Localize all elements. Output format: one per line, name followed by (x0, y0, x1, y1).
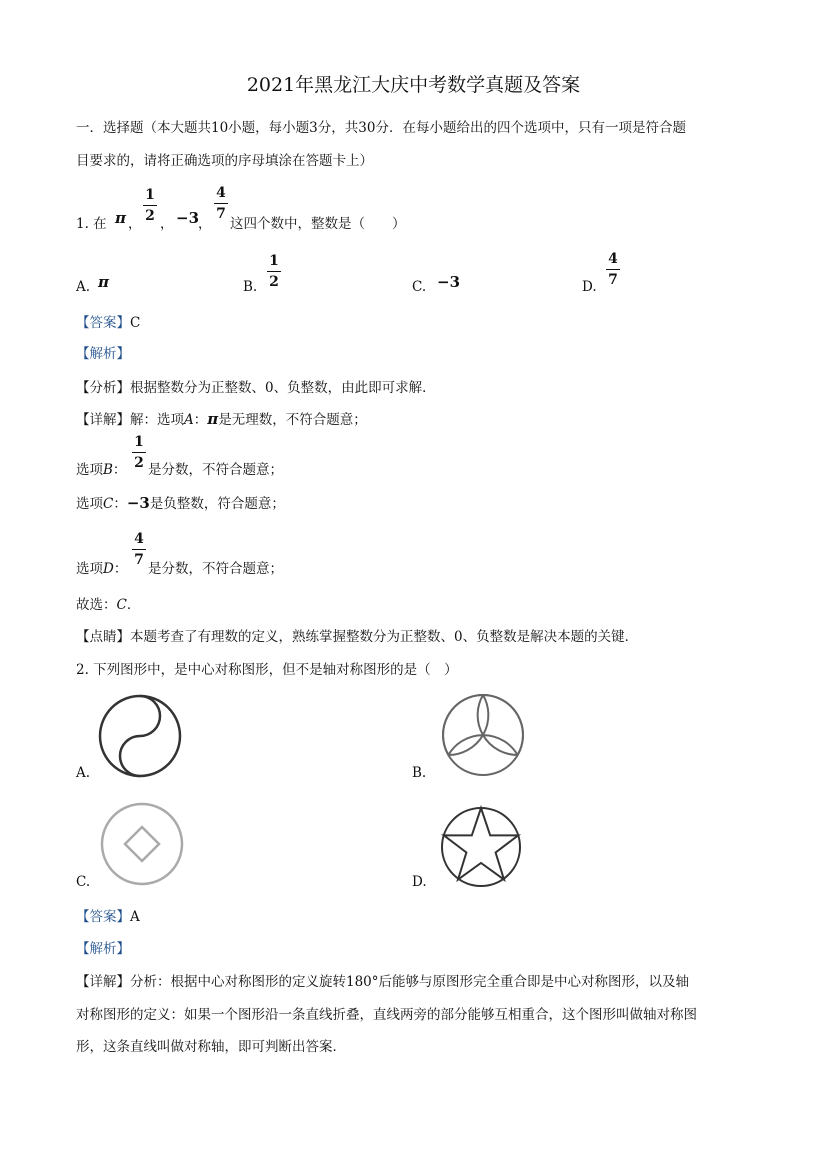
q1-opt-c-row (76, 492, 285, 512)
figure-c-diamond-circle-icon (98, 800, 186, 888)
q2-detail-line1: 【详解】分析：根据中心对称图形的定义旋转180°后能够与原图形完全重合即是中心对称图形，以及轴 (76, 974, 690, 990)
q1-frac1-den: 2 (145, 208, 155, 224)
q1-opt-d-prefix: 选项 (76, 561, 103, 577)
q1-neg3: −3 (176, 209, 200, 227)
q1-opt-b-colon: ： (112, 462, 127, 478)
figure-d-star-circle-icon (438, 804, 524, 890)
q1-fraction-1-2 (143, 187, 157, 224)
q2-analysis-tag: 【解析】 (76, 941, 130, 957)
q1-option-b-fraction (267, 253, 281, 290)
q1-opt-b-row (76, 458, 126, 478)
q1-fenxi: 【分析】根据整数分为正整数、0、负整数，由此即可求解． (76, 380, 436, 396)
q1-option-d-den: 7 (608, 272, 618, 288)
section-heading-line1: 一．选择题（本大题共10小题，每小题3分，共30分．在每小题给出的四个选项中，只有一项是符合题 (76, 120, 686, 136)
page-title: 2021年黑龙江大庆中考数学真题及答案 (246, 74, 581, 96)
q1-option-d-fraction (606, 251, 620, 288)
q1-xiangjie-letter: A (184, 412, 194, 428)
q1-option-a-label: A. (76, 279, 91, 295)
q1-opt-b-text: 是分数，不符合题意； (148, 462, 283, 478)
q2-answer-tag: 【答案】 (76, 909, 130, 925)
q1-opt-d-text: 是分数，不符合题意； (148, 561, 283, 577)
q1-option-a-value: π (98, 273, 109, 291)
q1-opt-d-row (76, 557, 127, 577)
q1-analysis-tag: 【解析】 (76, 346, 130, 362)
q1-option-b-label: B. (243, 279, 258, 295)
q1-option-b-num: 1 (269, 253, 279, 269)
q1-opt-b-prefix: 选项 (76, 462, 103, 478)
q1-answer-row (76, 311, 140, 331)
q1-option-b-den: 2 (269, 274, 279, 290)
figure-a-yin-yang-icon (96, 692, 184, 780)
q1-opt-d-den: 7 (134, 552, 144, 568)
q1-opt-c-text: 是负整数，符合题意； (149, 496, 285, 512)
q1-opt-b-num: 1 (134, 434, 144, 450)
q1-option-d-num: 4 (608, 251, 618, 267)
q1-opt-b-letter: B (103, 462, 113, 478)
q1-opt-c-colon: ： (113, 496, 127, 512)
q1-frac1-num: 1 (145, 187, 155, 203)
q1-opt-d-num: 4 (134, 531, 144, 547)
q1-suffix: 这四个数中，整数是（ ） (230, 216, 406, 232)
q2-label-c: C. (76, 874, 91, 890)
q2-label-d: D. (412, 874, 427, 890)
q1-xiangjie-pi: π (207, 410, 219, 428)
q1-prefix: 1. 在 (76, 216, 107, 232)
q1-xiangjie-prefix: 【详解】解：选项 (76, 412, 184, 428)
q1-xiangjie-row (76, 408, 367, 428)
q1-pi: π (115, 209, 126, 227)
q1-frac2-den: 7 (216, 206, 226, 222)
q1-opt-c-letter: C (103, 496, 114, 512)
q2-label-b: B. (412, 765, 427, 781)
q1-fraction-4-7 (214, 185, 228, 222)
q1-guxuan (76, 593, 140, 613)
q2-label-a: A. (76, 765, 91, 781)
q2-detail-line3: 形，这条直线叫做对称轴，即可判断出答案． (76, 1039, 346, 1055)
q1-xiangjie-text: 是无理数，不符合题意； (218, 412, 367, 428)
q1-opt-c-value: −3 (126, 494, 150, 512)
q1-answer-tag: 【答案】 (76, 315, 130, 331)
q2-answer-row (76, 905, 140, 925)
q2-stem: 2. 下列图形中，是中心对称图形，但不是轴对称图形的是（ ） (76, 662, 458, 678)
q2-detail-line2: 对称图形的定义：如果一个图形沿一条直线折叠，直线两旁的部分能够互相重合，这个图形叫做轴对称图 (76, 1007, 697, 1023)
q1-sep3: ， (198, 216, 212, 232)
q1-opt-b-fraction (132, 434, 146, 471)
q1-guxuan-end: ． (126, 597, 141, 613)
q1-dianjing: 【点睛】本题考查了有理数的定义，熟练掌握整数分为正整数、0、负整数是解决本题的关键． (76, 629, 639, 645)
q1-guxuan-label: 故选： (76, 597, 117, 613)
q1-xiangjie-colon: ： (193, 412, 208, 428)
q1-answer-value: C (130, 315, 141, 331)
q1-sep2: ， (160, 216, 174, 232)
q1-option-c-label: C. (412, 279, 427, 295)
q1-opt-d-letter: D (103, 561, 114, 577)
q1-opt-c-prefix: 选项 (76, 496, 103, 512)
q2-answer-value: A (130, 909, 140, 925)
q1-opt-b-den: 2 (134, 455, 144, 471)
q1-frac2-num: 4 (216, 185, 226, 201)
q1-sep1: ， (128, 216, 142, 232)
figure-b-three-arcs-icon (438, 690, 528, 780)
q1-opt-d-colon: ： (113, 561, 128, 577)
q1-guxuan-value: C (116, 597, 127, 613)
q1-opt-d-fraction (132, 531, 146, 568)
section-heading-line2: 目要求的，请将正确选项的序母填涂在答题卡上） (76, 153, 373, 169)
q1-option-d-label: D. (582, 279, 597, 295)
q1-option-c-value: −3 (437, 273, 461, 291)
